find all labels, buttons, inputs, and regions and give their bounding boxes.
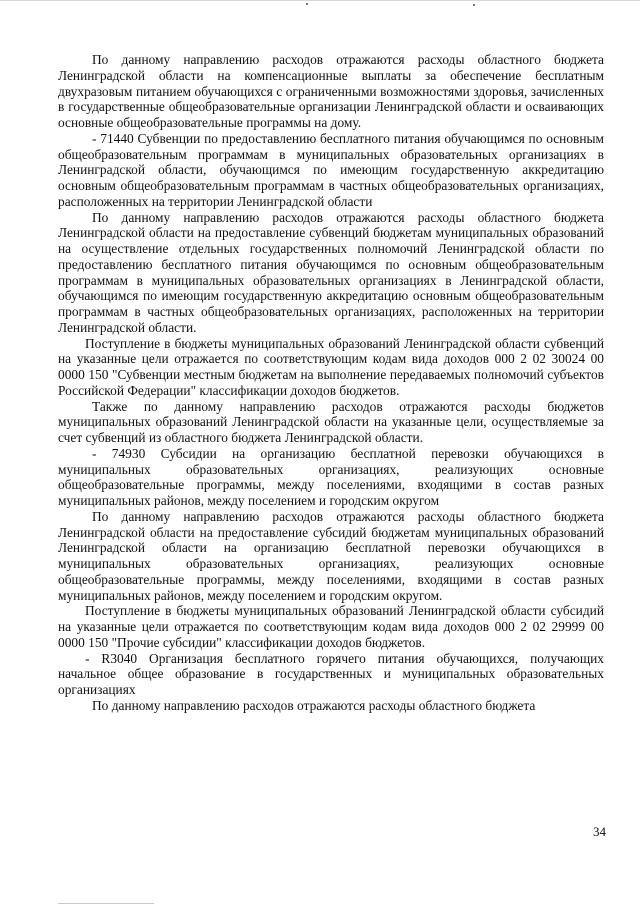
paragraph-10: По данному направлению расходов отражаются расходы областного бюджета (92, 697, 536, 713)
paragraph-7: По данному направлению расходов отражаются расходы областного бюджета Ленинградской области на предоставление субсидий бюджетам муниципальных образований Ленинградской области на организацию бесплатной перевозки обучающихся в муниципальных образовательных организациях, реализующих основные общеобразовательные программы, между поселениями, входящими в состав разных муниципальных районов, между поселением и городским округом. (58, 508, 604, 603)
paragraph-3: По данному направлению расходов отражаются расходы областного бюджета Ленинградской области на предоставление субвенций бюджетам муниципальных образований на осуществление отдельных государственных полномочий Ленинградской области по предоставлению бесплатного питания обучающимся по основным общеобразовательным программам в муниципальных образовательных организациях в Ленинградской области, обучающимся по имеющим государственную аккредитацию основным общеобразовательным программам в частных общеобразовательных организациях, расположенных на территории Ленинградской области. (58, 209, 604, 335)
paragraph-1: По данному направлению расходов отражаются расходы областного бюджета Ленинградской области на компенсационные выплаты за обеспечение бесплатным двухразовым питанием обучающихся с ограниченными возможностями здоровья, зачисленных в государственные общеобразовательные организации Ленинградской области и осваивающих основные общеобразовательные программы на дому. (58, 52, 604, 130)
top-scan-dot (306, 3, 308, 5)
body-text (58, 52, 604, 714)
paragraph-6: - 74930 Субсидии на организацию бесплатной перевозки обучающихся в муниципальных образовательных организациях, реализующих основные общеобразовательные программы, между поселениями, входящими в состав разных муниципальных районов, между поселением и городским округом (58, 445, 604, 508)
paragraph-4: Поступление в бюджеты муниципальных образований Ленинградской области субвенций на указанные цели отражается по соответствующим кодам вида доходов 000 2 02 30024 00 0000 150 "Субвенции местным бюджетам на выполнение передаваемых полномочий субъектов Российской Федерации" классификации доходов бюджетов. (58, 335, 604, 398)
paragraph-9: - R3040 Организация бесплатного горячего питания обучающихся, получающих начальное общее образование в государственных и муниципальных образовательных организациях (58, 650, 604, 697)
page-number: 34 (593, 824, 606, 839)
paragraph-2: - 71440 Субвенции по предоставлению бесплатного питания обучающимся по основным общеобразовательным программам в муниципальных образовательных организациях в Ленинградской области, обучающимся по имеющим государственную аккредитацию основным общеобразовательным программам в частных общеобразовательных организациях, расположенных на территории Ленинградской области (58, 130, 604, 209)
bottom-scan-artifact (58, 903, 154, 904)
paragraph-5: Также по данному направлению расходов отражаются расходы бюджетов муниципальных образований Ленинградской области на указанные цели, осуществляемые за счет субвенций из областного бюджета Ленинградской области. (58, 398, 604, 445)
top-scan-dot (473, 4, 475, 6)
paragraph-8: Поступление в бюджеты муниципальных образований Ленинградской области субсидий на указанные цели отражается по соответствующим кодам вида доходов 000 2 02 29999 00 0000 150 "Прочие субсидии" классификации доходов бюджетов. (58, 603, 604, 650)
top-scan-artifact (0, 0, 640, 1)
